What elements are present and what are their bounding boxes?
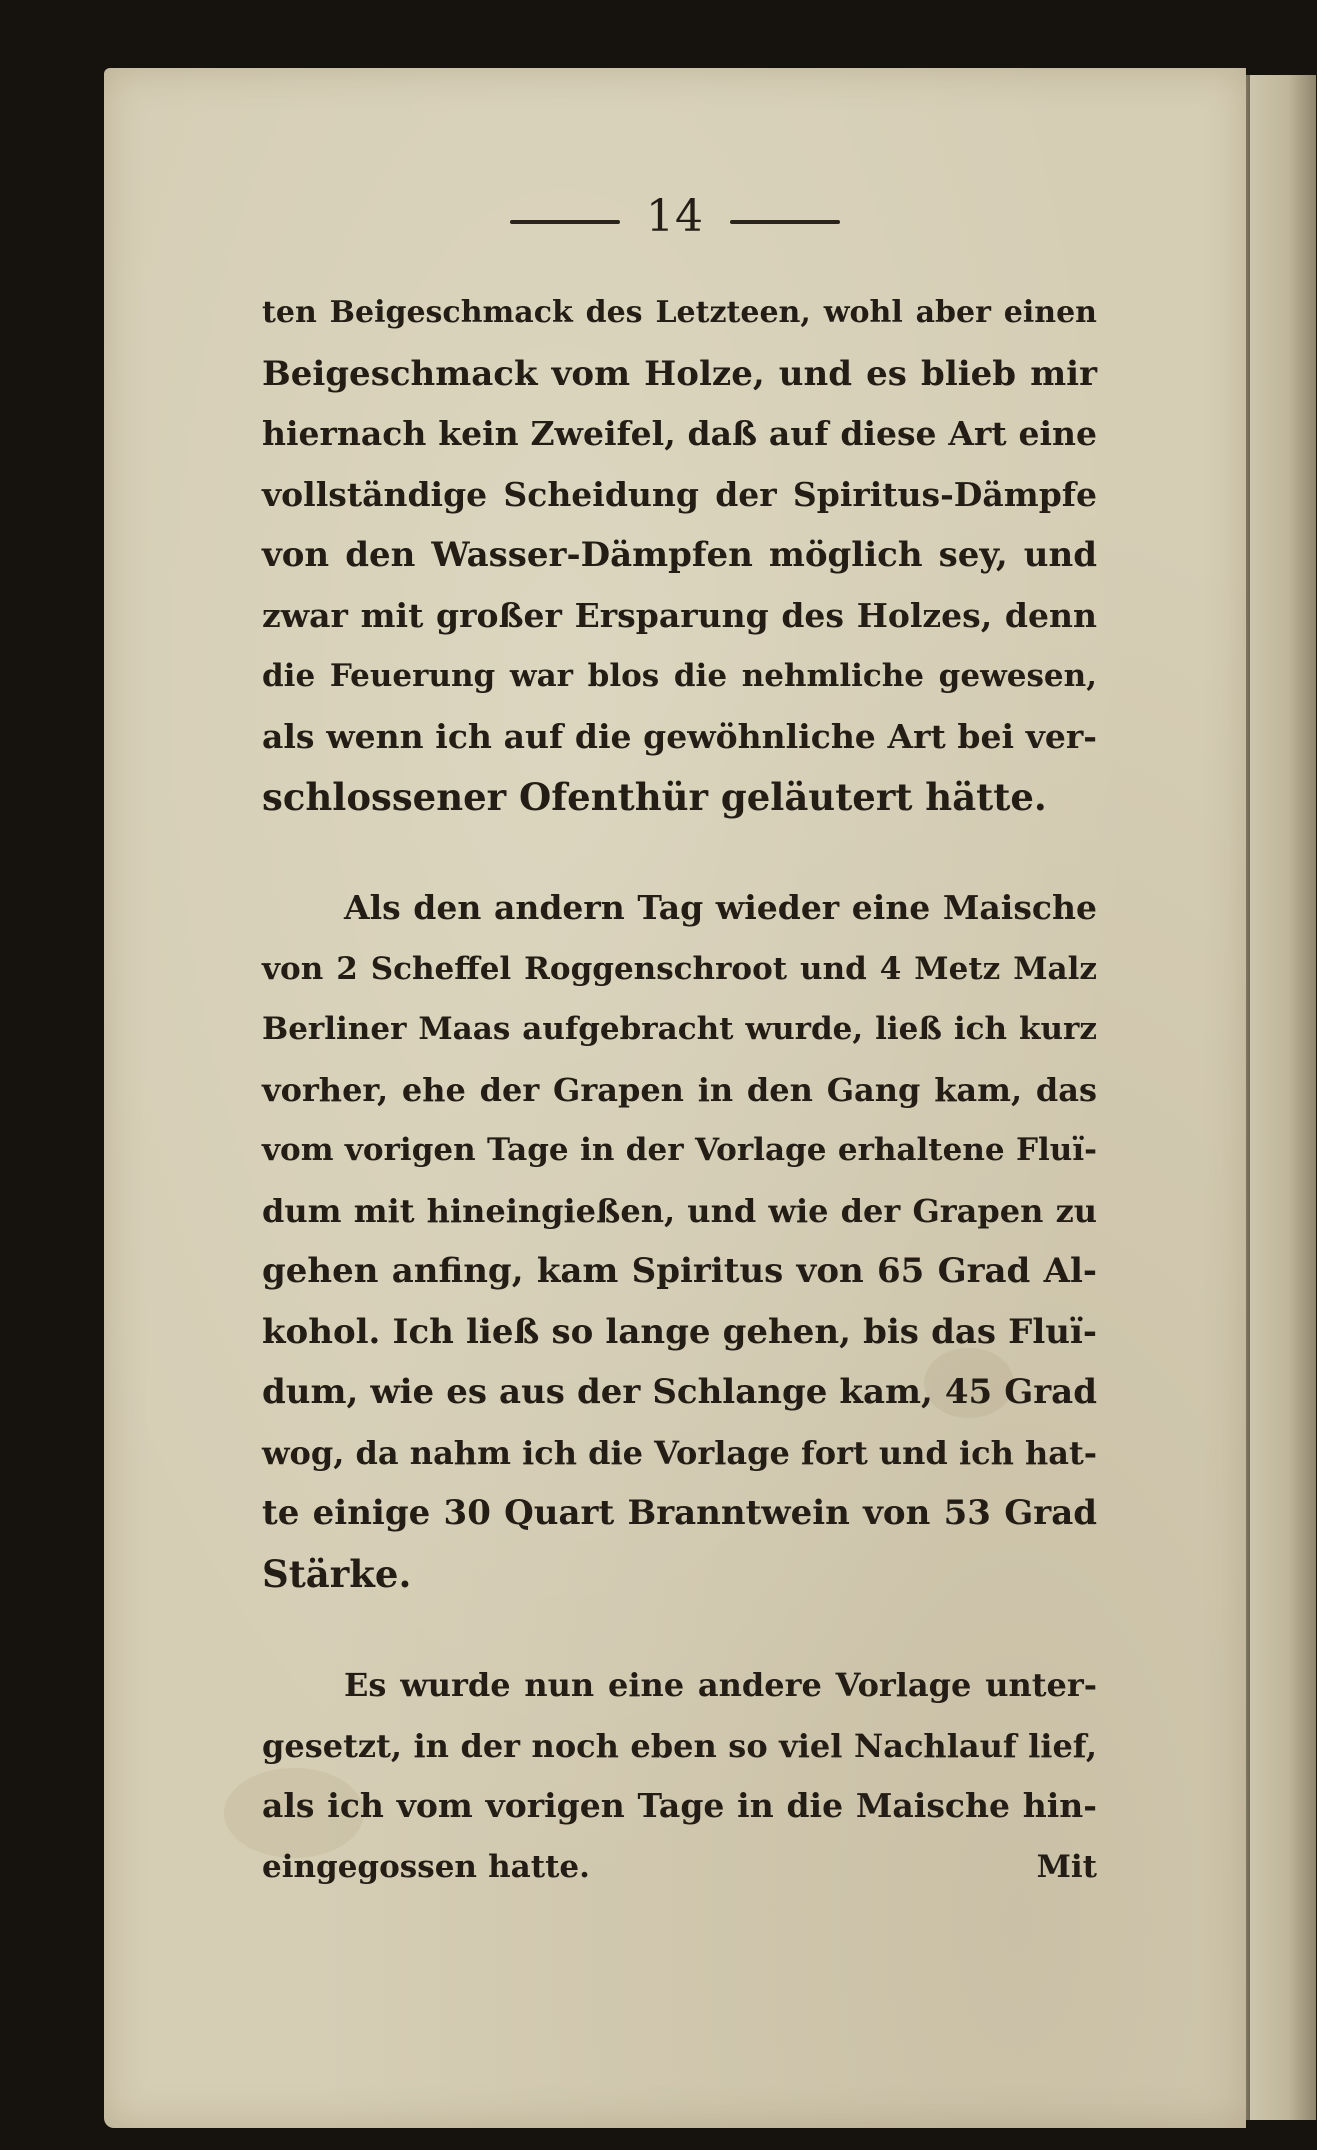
text-line: die Feuerung war blos die nehmliche gewesen, (262, 658, 1097, 694)
text-line: Berliner Maas aufgebracht wurde, ließ ich kurz (262, 1011, 1097, 1047)
text-line: schlossener Ofenthür geläutert hätte. (262, 775, 1047, 819)
paragraph-1 (262, 283, 1097, 828)
text-line: Es wurde nun eine andere Vorlage unter- (344, 1666, 1097, 1704)
text-line: wog, da nahm ich die Vorlage fort und ich hat- (262, 1433, 1098, 1472)
text-line: hiernach kein Zweifel, daß auf diese Art eine (262, 414, 1097, 453)
text-line-catchword: eingegossen hatte. Mit (262, 1848, 1097, 1885)
text-line: gesetzt, in der noch eben so viel Nachlauf lief, (262, 1726, 1097, 1765)
text-line: ten Beigeschmack des Letzteen, wohl aber einen (262, 295, 1097, 330)
text-line: gehen anfing, kam Spiritus von 65 Grad Al- (262, 1251, 1097, 1291)
text-line: Stärke. (262, 1551, 412, 1596)
paragraph-3 (262, 1655, 1097, 1897)
text-line: Beigeschmack vom Holze, und es blieb mir (262, 353, 1097, 394)
text-line: von 2 Scheffel Roggenschroot und 4 Metz Malz (262, 950, 1097, 987)
page-number: 14 (646, 190, 704, 242)
text-line: vom vorigen Tage in der Vorlage erhaltene Fluï- (262, 1132, 1097, 1168)
text-line: Als den andern Tag wieder eine Maische (344, 888, 1097, 927)
text-line: kohol. Ich ließ so lange gehen, bis das Fluï- (262, 1311, 1097, 1352)
header-rule-left (510, 220, 620, 224)
text-line: zwar mit großer Ersparung des Holzes, denn (262, 595, 1097, 635)
paragraph-2 (262, 878, 1097, 1604)
text-line: te einige 30 Quart Branntwein von 53 Grad (262, 1493, 1097, 1533)
text-line: als wenn ich auf die gewöhnliche Art bei ver- (262, 716, 1097, 756)
text-line: dum mit hineingießen, und wie der Grapen zu (262, 1191, 1097, 1230)
text-line: vollständige Scheidung der Spiritus-Dämpfe (262, 474, 1097, 514)
text-line: vorher, ehe der Grapen in den Gang kam, das (262, 1070, 1097, 1109)
text-line: dum, wie es aus der Schlange kam, 45 Grad (262, 1372, 1097, 1412)
page-header (104, 186, 1246, 246)
adjacent-page-edge (1246, 75, 1316, 2120)
text-line: von den Wasser-Dämpfen möglich sey, und (262, 535, 1097, 575)
text-line: als ich vom vorigen Tage in die Maische hin- (262, 1786, 1097, 1825)
header-rule-right (730, 220, 840, 224)
